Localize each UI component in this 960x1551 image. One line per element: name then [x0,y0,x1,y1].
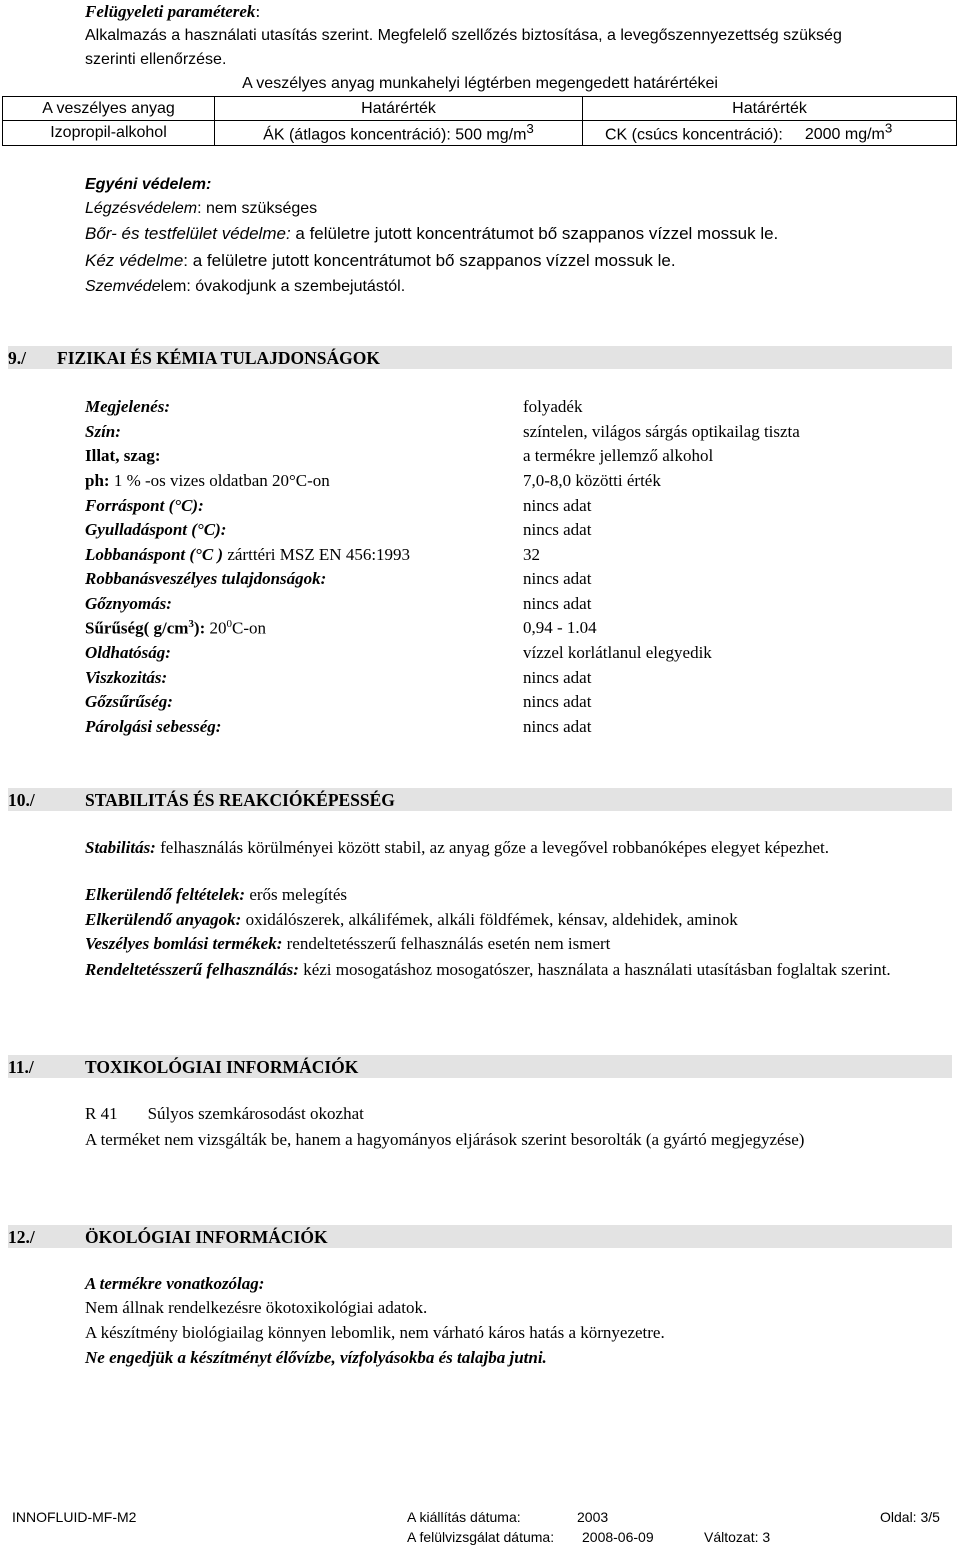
density-superscript: 3 [188,618,194,630]
unit-superscript: 3 [884,121,893,136]
section-title: STABILITÁS ÉS REAKCIÓKÉPESSÉG [85,790,395,810]
prop-label-vapor-density: Gőzsűrűség: [85,692,173,711]
section-title: ÖKOLÓGIAI INFORMÁCIÓK [85,1227,328,1247]
section-9-header [8,346,952,369]
prop-value-density: 0,94 - 1.04 [523,618,597,637]
hand-protection [85,251,676,271]
prop-label-odor: Illat, szag: [85,446,161,465]
prop-label-solubility: Oldhatóság: [85,643,171,662]
prop-value-boiling-point: nincs adat [523,496,592,515]
section-number: 10./ [8,790,35,810]
monitoring-line-2: szerinti ellenőrzése. [85,51,227,68]
section-number: 12./ [8,1227,35,1247]
ph-condition: 1 % -os vizes oldatban 20°C-on [109,471,330,490]
ph-label: ph: [85,471,110,490]
prop-value-explosive: nincs adat [523,569,592,588]
conditions-text: erős melegítés [245,885,348,904]
density-label: Sűrűség( g/cm [85,618,189,638]
prop-value-evaporation-rate: nincs adat [523,717,592,736]
decomposition-label: Veszélyes bomlási termékek: [85,934,283,953]
prop-label-flash-point [85,545,410,565]
stability-text: felhasználás körülményei között stabil, az anyag gőze a levegővel robbanóképes elegyet képezhet. [155,838,829,857]
prop-label-viscosity: Viszkozitás: [85,668,168,687]
prop-value-appearance: folyadék [523,397,583,416]
decomposition-text: rendeltetésszerű felhasználás esetén nem ismert [282,934,611,953]
skin-text: a felületre jutott koncentrátumot bő szappanos vízzel mossuk le. [290,224,779,243]
stability-label: Stabilitás: [85,838,156,857]
table-header-cell: A veszélyes anyag [3,97,215,121]
prop-label-ph [85,471,330,491]
table-header-row [3,97,957,121]
ck-text: CK (csúcs koncentráció): [605,126,783,144]
footer-review-date: 2008-06-09 [582,1529,654,1545]
footer-issue-label: A kiállítás dátuma: [407,1509,521,1525]
ppe-heading: Egyéni védelem: [85,176,212,193]
ecology-line-1: Nem állnak rendelkezésre ökotoxikológiai adatok. [85,1298,428,1317]
hand-label: Kéz védelme [85,251,184,270]
toxicology-note: A terméket nem vizsgálták be, hanem a hagyományos eljárások szerint besorolták (a gyártó megjegyzése) [85,1130,805,1149]
ecology-line-2: A készítmény biológiailag könnyen lebomlik, nem várható káros hatás a környezetre. [85,1323,665,1342]
r-text: Súlyos szemkárosodást okozhat [147,1104,364,1123]
prop-label-ignition-point: Gyulladáspont (°C): [85,520,227,539]
degree-superscript: 0 [226,618,232,630]
section-12-header [8,1225,952,1248]
prop-value-ph: 7,0-8,0 közötti érték [523,471,661,490]
respiratory-label: Légzésvédelem [85,200,198,217]
prop-value-viscosity: nincs adat [523,668,592,687]
density-temp: 20 [205,618,227,638]
section-title: TOXIKOLÓGIAI INFORMÁCIÓK [85,1057,359,1077]
prop-label-boiling-point: Forráspont (°C): [85,496,204,515]
table-cell-substance: Izopropil-alkohol [3,121,215,146]
table-row [3,121,957,146]
materials-label: Elkerülendő anyagok: [85,910,242,929]
ecology-heading: A termékre vonatkozólag: [85,1274,265,1293]
prop-label-appearance: Megjelenés: [85,397,170,416]
section-10-header [8,788,952,811]
density-label-end: ): [193,618,206,638]
prop-value-flash-point: 32 [523,545,540,564]
respiratory-text: : nem szükséges [197,200,318,217]
r-code: R 41 [85,1104,118,1123]
table-header-cell: Határérték [583,97,957,121]
ak-text: ÁK (átlagos koncentráció): 500 mg/m [263,126,527,144]
intended-use-text: kézi mosogatáshoz mosogatószer, használata a használati utasításban foglaltak szerint. [298,960,891,979]
footer-product-name: INNOFLUID-MF-M2 [12,1509,137,1525]
unit-superscript: 3 [526,121,534,136]
prop-value-odor: a termékre jellemző alkohol [523,446,714,465]
materials-to-avoid [85,910,738,930]
flash-label: Lobbanáspont (°C ) [85,545,224,564]
respiratory-protection [85,199,317,218]
eye-text: lem: óvakodjunk a szembejutástól. [160,278,406,295]
prop-label-density [85,618,266,639]
monitoring-heading-text: Felügyeleti paraméterek [85,2,256,21]
prop-label-explosive: Robbanásveszélyes tulajdonságok: [85,569,327,588]
prop-value-solubility: vízzel korlátlanul elegyedik [523,643,712,662]
intended-use-label: Rendeltetésszerű felhasználás: [85,960,299,979]
exposure-limits-table [2,96,957,146]
monitoring-line-1: Alkalmazás a használati utasítás szerint. Megfelelő szellőzés biztosítása, a levegőszennyezettség szükség [85,27,842,44]
section-number: 9./ [8,348,26,368]
colon: : [255,2,261,21]
ecology-warning: Ne engedjük a készítményt élővízbe, vízfolyásokba és talajba jutni. [85,1348,547,1367]
section-11-header [8,1055,952,1078]
materials-text: oxidálószerek, alkálifémek, alkáli földfémek, kénsav, aldehidek, aminok [241,910,738,929]
flash-method: zárttéri MSZ EN 456:1993 [223,545,411,564]
eye-label: Szemvéde [85,278,161,295]
r-phrase [85,1104,364,1124]
table-cell-ck [583,121,957,146]
footer-version: Változat: 3 [704,1529,771,1545]
footer-review-label: A felülvizsgálat dátuma: [407,1529,555,1545]
ck-value-text: 2000 mg/m [804,126,885,144]
prop-value-color: színtelen, világos sárgás optikailag tiszta [523,422,800,441]
prop-value-vapor-pressure: nincs adat [523,594,592,613]
hand-text: : a felületre jutott koncentrátumot bő szappanos vízzel mossuk le. [183,251,676,270]
prop-label-color: Szín: [85,422,121,441]
section-number: 11./ [8,1057,34,1077]
section-title: FIZIKAI ÉS KÉMIA TULAJDONSÁGOK [57,348,381,368]
conditions-label: Elkerülendő feltételek: [85,885,246,904]
conditions-to-avoid [85,885,347,905]
prop-label-vapor-pressure: Gőznyomás: [85,594,172,613]
stability-paragraph [85,836,949,861]
eye-protection [85,277,405,296]
intended-use-paragraph [85,958,949,983]
table-header-cell: Határérték [215,97,583,121]
monitoring-heading [85,2,260,22]
footer-issue-date: 2003 [577,1509,609,1525]
skin-label: Bőr- és testfelület védelme: [85,224,291,243]
ck-value [804,121,893,144]
footer-page-number: Oldal: 3/5 [880,1509,940,1525]
prop-value-ignition-point: nincs adat [523,520,592,539]
prop-value-vapor-density: nincs adat [523,692,592,711]
decomposition-products [85,934,610,954]
density-temp-unit: C-on [232,618,266,638]
table-cell-ak [215,121,583,146]
limits-caption: A veszélyes anyag munkahelyi légtérben megengedett határértékei [242,75,718,92]
skin-protection [85,224,778,244]
prop-label-evaporation-rate: Párolgási sebesség: [85,717,222,736]
